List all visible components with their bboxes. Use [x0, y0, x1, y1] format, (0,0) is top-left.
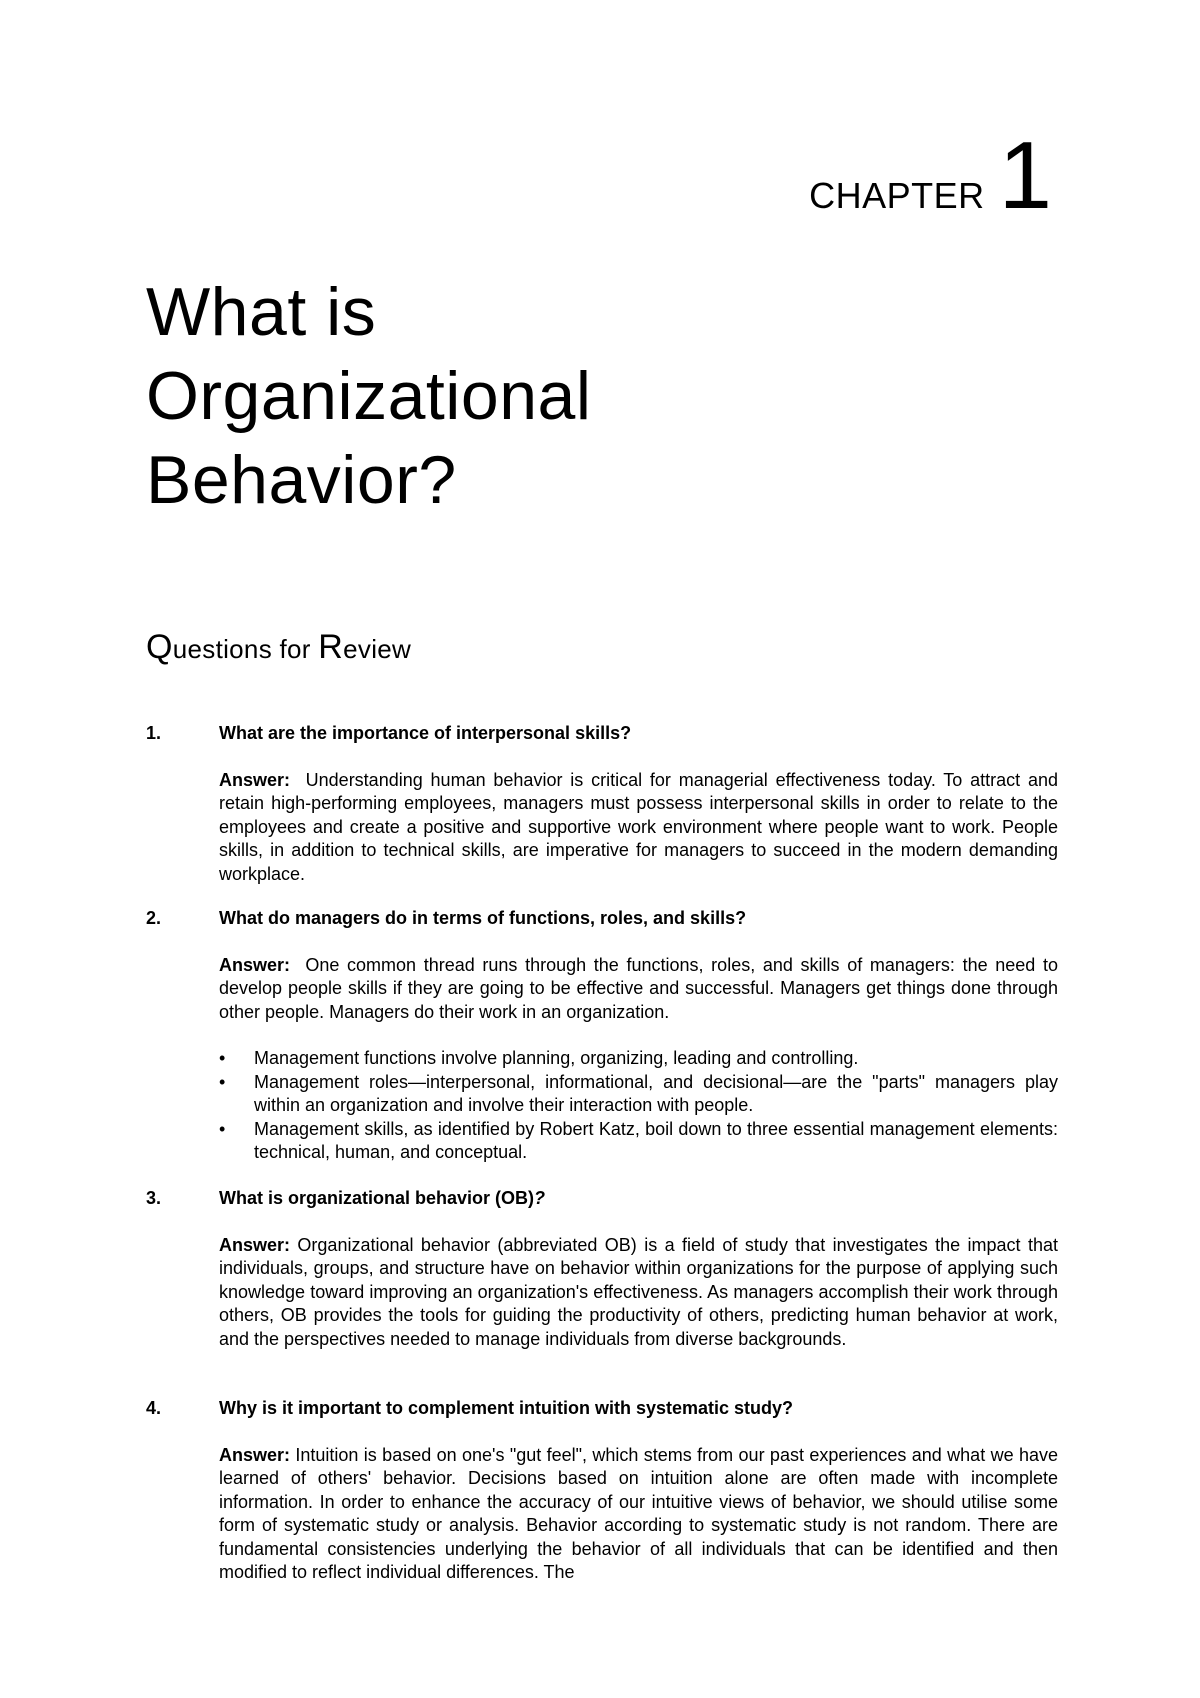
bullet-text: Management skills, as identified by Robert Katz, boil down to three essential management elements: technical, human, and conceptual. [254, 1118, 1058, 1162]
question-block [146, 1187, 1058, 1351]
question [146, 907, 1058, 931]
section-text: eview [343, 634, 412, 664]
answer-label: Answer: [219, 769, 291, 790]
section-heading [146, 628, 411, 667]
answer-paragraph [219, 769, 1058, 887]
chapter-title [146, 270, 591, 522]
question-text: What is organizational behavior (OB) [219, 1188, 535, 1208]
answer-text: Organizational behavior (abbreviated OB) is a field of study that investigates the impact that individuals, groups, and structure have on behavior within organizations for the purpose of applying such knowledge toward improving an organization's effectiveness. As managers accomplish their work through others, OB provides the tools for guiding the productivity of others, predicting human behavior at work, and the perspectives needed to manage individuals from diverse backgrounds. [219, 1234, 1058, 1349]
section-initial: Q [146, 628, 173, 666]
bullet-item [219, 1047, 1058, 1071]
question-text: What do managers do in terms of functions, roles, and skills? [219, 908, 747, 928]
chapter-number: 1 [998, 122, 1052, 229]
bullet-text: Management functions involve planning, organizing, leading and controlling. [254, 1048, 859, 1068]
bullet-text: Management roles—interpersonal, informational, and decisional—are the "parts" managers play within an organization and involve their interaction with people. [254, 1071, 1058, 1115]
chapter-title-line: Organizational [146, 358, 592, 434]
chapter-title-line: Behavior? [146, 442, 457, 518]
question-mark: ? [534, 1188, 546, 1208]
section-text: uestions for [172, 634, 319, 664]
chapter-title-line: What is [146, 274, 377, 350]
bullet-point: • [219, 1071, 226, 1092]
question-block [146, 722, 1058, 886]
bullet-item [219, 1118, 1058, 1165]
question-number: 3. [146, 1188, 162, 1208]
question-number: 1. [146, 723, 162, 743]
answer-label: Answer: [219, 1444, 291, 1465]
question-text: What are the importance of interpersonal skills? [219, 723, 632, 743]
answer-label: Answer: [219, 1234, 291, 1255]
answer-paragraph [219, 954, 1058, 1025]
answer-text: Intuition is based on one's "gut feel", which stems from our past experiences and what we have learned of others' behavior. Decisions based on intuition alone are often made with incomplete information. In order to enhance the accuracy of our intuitive views of behavior, we should utilise some form of systematic study or analysis. Behavior according to systematic study is not random. There are fundamental consistencies underlying the behavior of all individuals that can be identified and then modified to reflect individual differences. The [219, 1444, 1058, 1582]
question-text: Why is it important to complement intuition with systematic study? [219, 1398, 794, 1418]
question-block [146, 907, 1058, 1165]
section-initial: R [318, 628, 344, 666]
question-block [146, 1397, 1058, 1585]
answer-text: Understanding human behavior is critical for managerial effectiveness today. To attract and retain high-performing employees, managers must possess interpersonal skills in order to relate to the employees and create a positive and supportive work environment where people want to work. People skills, in addition to technical skills, are imperative for managers to succeed in the modern demanding workplace. [219, 769, 1058, 884]
answer-text: One common thread runs through the functions, roles, and skills of managers: the need to develop people skills if they are going to be effective and successful. Managers get things done through other people. Managers do their work in an organization. [219, 954, 1058, 1022]
question [146, 1187, 1058, 1211]
question [146, 722, 1058, 746]
question-number: 4. [146, 1398, 162, 1418]
question-number: 2. [146, 908, 162, 928]
chapter-label: CHAPTER [809, 175, 985, 216]
bullet-point: • [219, 1048, 226, 1068]
answer-label: Answer: [219, 954, 291, 975]
bullet-item [219, 1071, 1058, 1118]
bullet-list [219, 1047, 1058, 1165]
bullet-point: • [219, 1118, 226, 1139]
chapter-heading [809, 122, 1052, 229]
question [146, 1397, 1058, 1421]
answer-paragraph [219, 1234, 1058, 1352]
answer-paragraph [219, 1444, 1058, 1585]
